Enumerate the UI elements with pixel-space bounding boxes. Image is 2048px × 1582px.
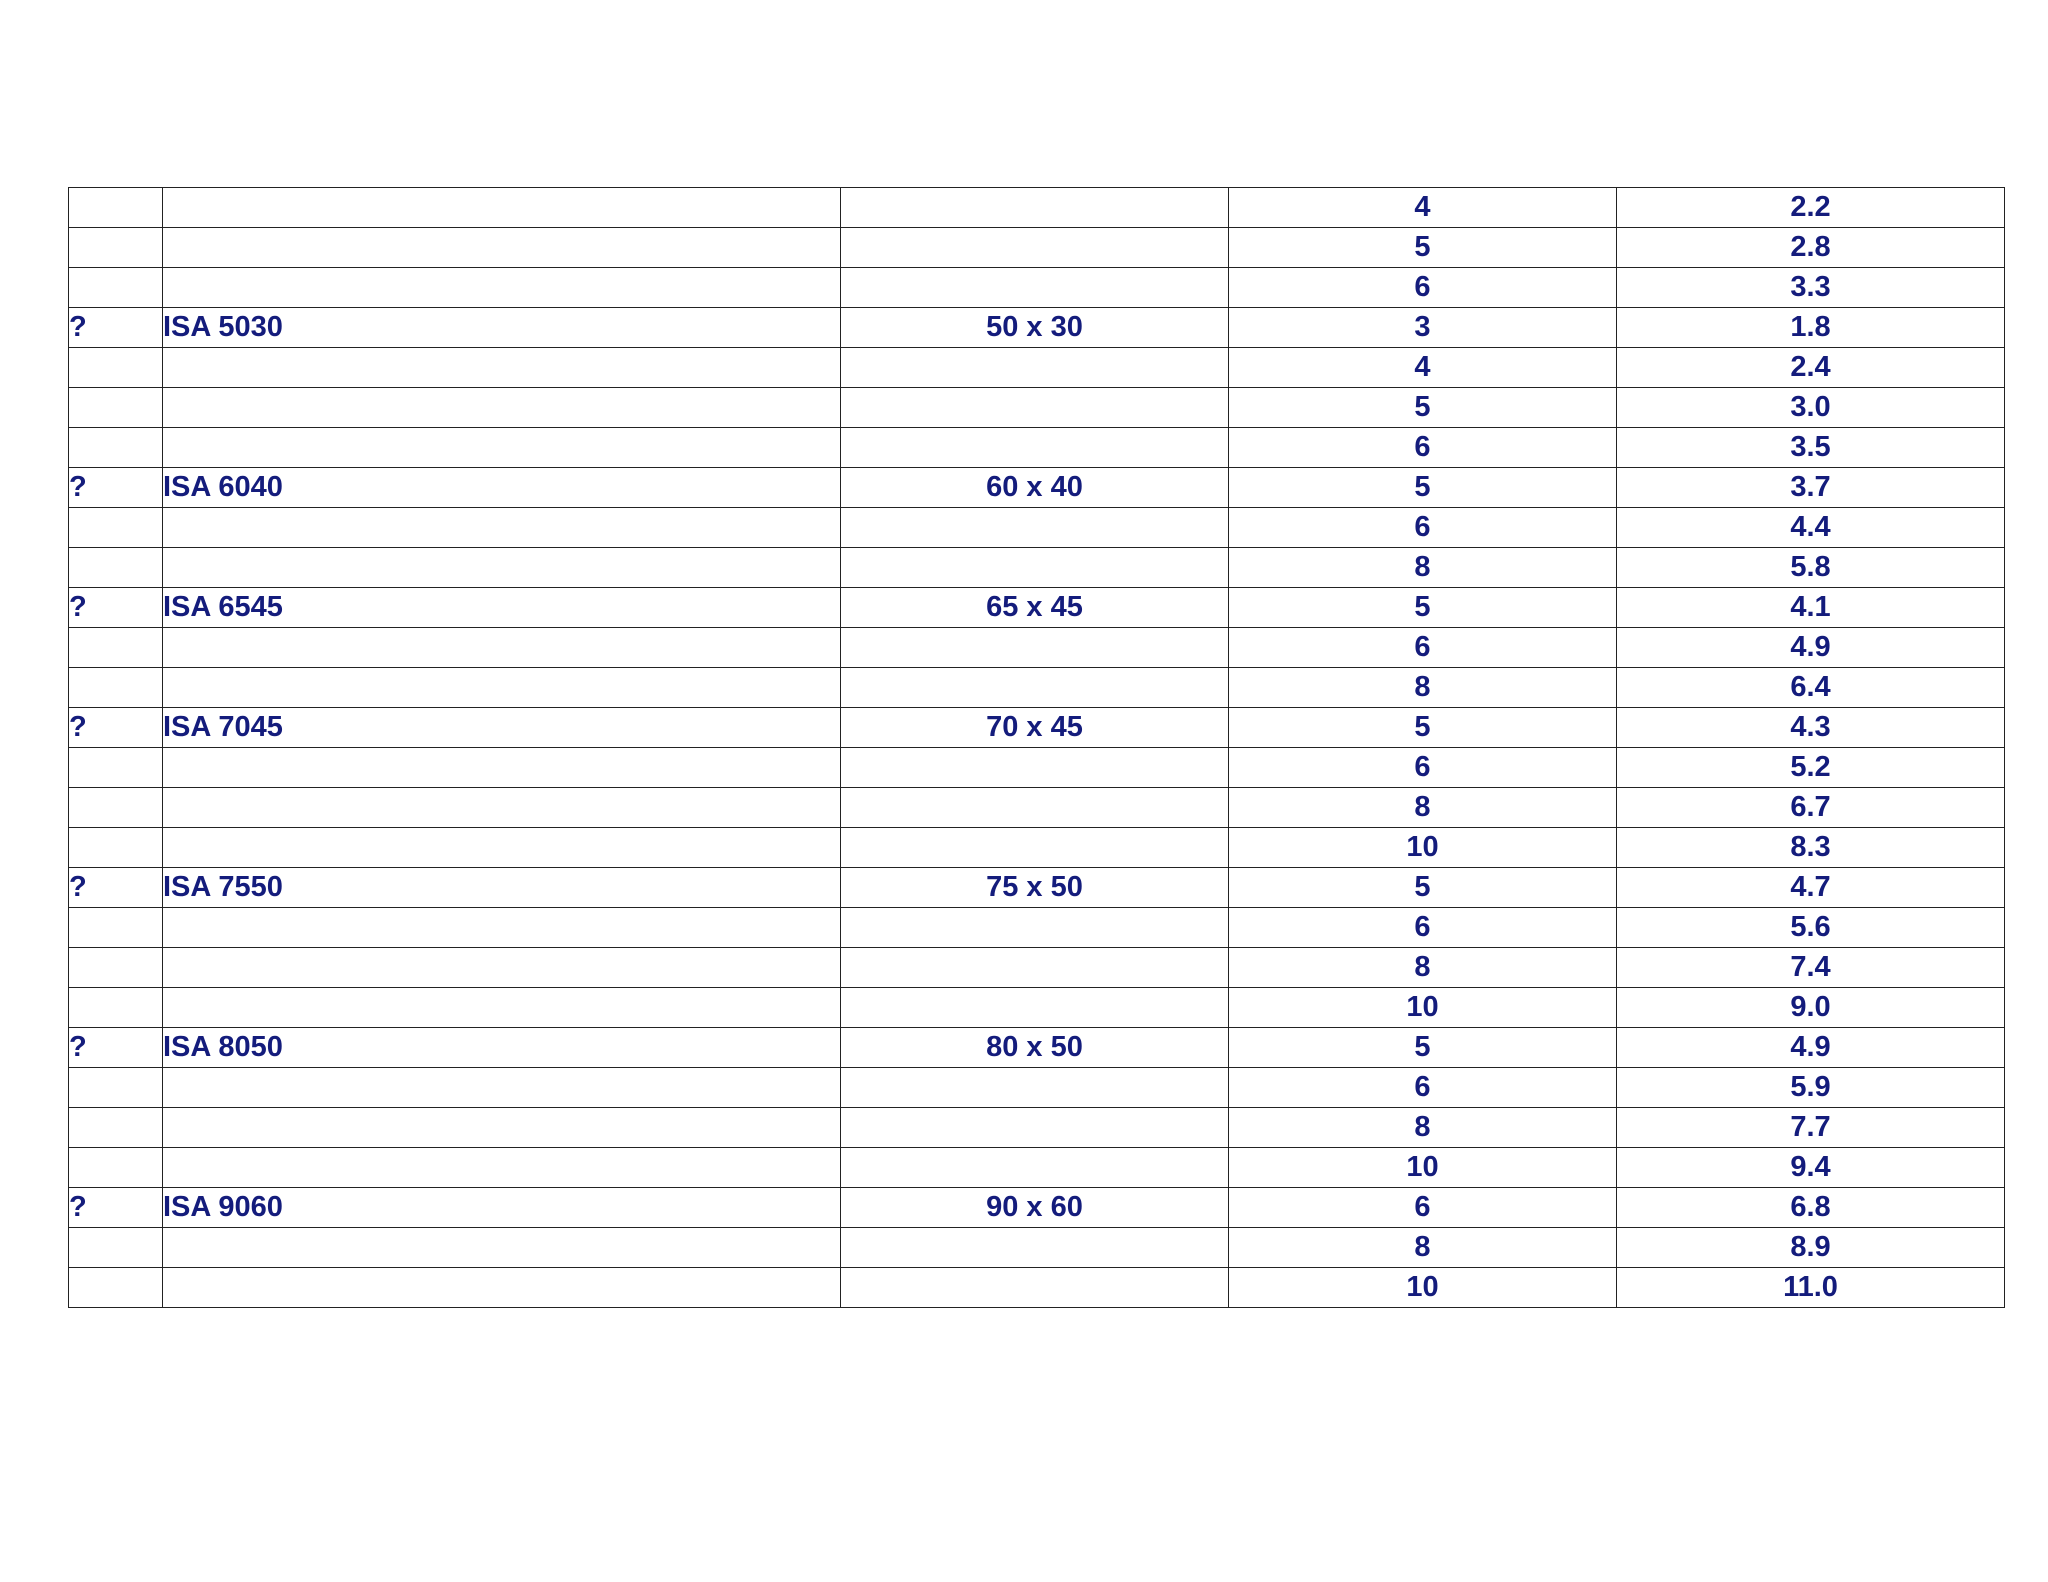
- cell-section-name[interactable]: [163, 428, 841, 468]
- cell-section-name[interactable]: [163, 1068, 841, 1108]
- table-row: [69, 468, 2005, 508]
- cell-thickness[interactable]: 5: [1229, 588, 1617, 628]
- cell-weight[interactable]: 4.1: [1617, 588, 2005, 628]
- cell-size[interactable]: [841, 748, 1229, 788]
- table-row: [69, 588, 2005, 628]
- cell-section-name[interactable]: [163, 1148, 841, 1188]
- cell-marker[interactable]: [69, 1068, 163, 1108]
- cell-thickness[interactable]: 8: [1229, 788, 1617, 828]
- cell-weight[interactable]: 6.4: [1617, 668, 2005, 708]
- cell-size[interactable]: [841, 508, 1229, 548]
- cell-thickness[interactable]: 10: [1229, 988, 1617, 1028]
- cell-section-name[interactable]: [163, 548, 841, 588]
- cell-size[interactable]: 65 x 45: [841, 588, 1229, 628]
- cell-marker[interactable]: [69, 948, 163, 988]
- cell-size[interactable]: 60 x 40: [841, 468, 1229, 508]
- cell-marker[interactable]: ?: [69, 1188, 163, 1228]
- cell-section-name[interactable]: ISA 5030: [163, 308, 841, 348]
- cell-marker[interactable]: ?: [69, 308, 163, 348]
- cell-marker[interactable]: [69, 188, 163, 228]
- table-row: [69, 1148, 2005, 1188]
- angle-section-table: [68, 187, 2005, 1308]
- cell-thickness[interactable]: 4: [1229, 188, 1617, 228]
- cell-size[interactable]: 75 x 50: [841, 868, 1229, 908]
- cell-section-name[interactable]: [163, 828, 841, 868]
- cell-thickness[interactable]: 5: [1229, 868, 1617, 908]
- table-row: [69, 228, 2005, 268]
- table-row: [69, 308, 2005, 348]
- cell-size[interactable]: [841, 1068, 1229, 1108]
- cell-section-name[interactable]: ISA 7550: [163, 868, 841, 908]
- cell-thickness[interactable]: 8: [1229, 548, 1617, 588]
- cell-section-name[interactable]: [163, 268, 841, 308]
- cell-size[interactable]: [841, 828, 1229, 868]
- cell-thickness[interactable]: 8: [1229, 1108, 1617, 1148]
- cell-thickness[interactable]: 6: [1229, 1188, 1617, 1228]
- table-row: [69, 708, 2005, 748]
- table-row: [69, 508, 2005, 548]
- cell-weight[interactable]: 5.8: [1617, 548, 2005, 588]
- cell-section-name[interactable]: [163, 748, 841, 788]
- cell-weight[interactable]: 9.0: [1617, 988, 2005, 1028]
- table-row: [69, 388, 2005, 428]
- cell-weight[interactable]: 4.7: [1617, 868, 2005, 908]
- cell-section-name[interactable]: [163, 388, 841, 428]
- table-row: [69, 1108, 2005, 1148]
- cell-marker[interactable]: [69, 828, 163, 868]
- cell-weight[interactable]: 4.9: [1617, 628, 2005, 668]
- cell-weight[interactable]: 8.9: [1617, 1228, 2005, 1268]
- cell-size[interactable]: [841, 428, 1229, 468]
- cell-size[interactable]: [841, 228, 1229, 268]
- cell-weight[interactable]: 7.7: [1617, 1108, 2005, 1148]
- cell-weight[interactable]: 1.8: [1617, 308, 2005, 348]
- cell-size[interactable]: [841, 548, 1229, 588]
- cell-weight[interactable]: 8.3: [1617, 828, 2005, 868]
- cell-size[interactable]: 70 x 45: [841, 708, 1229, 748]
- cell-marker[interactable]: ?: [69, 588, 163, 628]
- table-row: [69, 1228, 2005, 1268]
- cell-section-name[interactable]: [163, 788, 841, 828]
- cell-thickness[interactable]: 10: [1229, 828, 1617, 868]
- cell-size[interactable]: [841, 788, 1229, 828]
- cell-marker[interactable]: ?: [69, 708, 163, 748]
- cell-weight[interactable]: 4.3: [1617, 708, 2005, 748]
- cell-weight[interactable]: 2.2: [1617, 188, 2005, 228]
- table-row: [69, 1068, 2005, 1108]
- cell-thickness[interactable]: 8: [1229, 1228, 1617, 1268]
- cell-thickness[interactable]: 6: [1229, 268, 1617, 308]
- cell-thickness[interactable]: 8: [1229, 948, 1617, 988]
- cell-section-name[interactable]: [163, 228, 841, 268]
- cell-section-name[interactable]: [163, 1228, 841, 1268]
- cell-size[interactable]: [841, 628, 1229, 668]
- cell-thickness[interactable]: 5: [1229, 708, 1617, 748]
- cell-marker[interactable]: [69, 508, 163, 548]
- cell-section-name[interactable]: ISA 7045: [163, 708, 841, 748]
- cell-weight[interactable]: 5.2: [1617, 748, 2005, 788]
- cell-section-name[interactable]: [163, 988, 841, 1028]
- cell-marker[interactable]: [69, 988, 163, 1028]
- cell-marker[interactable]: [69, 548, 163, 588]
- cell-section-name[interactable]: [163, 668, 841, 708]
- cell-size[interactable]: [841, 668, 1229, 708]
- cell-thickness[interactable]: 5: [1229, 388, 1617, 428]
- cell-size[interactable]: 50 x 30: [841, 308, 1229, 348]
- cell-marker[interactable]: [69, 628, 163, 668]
- cell-thickness[interactable]: 6: [1229, 908, 1617, 948]
- cell-marker[interactable]: [69, 1228, 163, 1268]
- cell-thickness[interactable]: 10: [1229, 1268, 1617, 1308]
- cell-thickness[interactable]: 5: [1229, 1028, 1617, 1068]
- table-row: [69, 908, 2005, 948]
- cell-marker[interactable]: [69, 1108, 163, 1148]
- cell-size[interactable]: [841, 1268, 1229, 1308]
- cell-thickness[interactable]: 6: [1229, 1068, 1617, 1108]
- cell-size[interactable]: 80 x 50: [841, 1028, 1229, 1068]
- cell-weight[interactable]: 3.7: [1617, 468, 2005, 508]
- table-row: [69, 188, 2005, 228]
- cell-section-name[interactable]: ISA 6545: [163, 588, 841, 628]
- cell-marker[interactable]: [69, 788, 163, 828]
- cell-weight[interactable]: 3.0: [1617, 388, 2005, 428]
- cell-section-name[interactable]: [163, 908, 841, 948]
- cell-thickness[interactable]: 6: [1229, 508, 1617, 548]
- cell-marker[interactable]: [69, 428, 163, 468]
- cell-size[interactable]: [841, 948, 1229, 988]
- cell-weight[interactable]: 6.8: [1617, 1188, 2005, 1228]
- cell-weight[interactable]: 2.4: [1617, 348, 2005, 388]
- cell-thickness[interactable]: 8: [1229, 668, 1617, 708]
- table-row: [69, 948, 2005, 988]
- cell-marker[interactable]: [69, 1148, 163, 1188]
- cell-thickness[interactable]: 5: [1229, 228, 1617, 268]
- table-row: [69, 1188, 2005, 1228]
- cell-size[interactable]: [841, 908, 1229, 948]
- cell-marker[interactable]: [69, 748, 163, 788]
- table-row: [69, 548, 2005, 588]
- cell-thickness[interactable]: 10: [1229, 1148, 1617, 1188]
- cell-marker[interactable]: [69, 268, 163, 308]
- table-row: [69, 628, 2005, 668]
- table-row: [69, 268, 2005, 308]
- cell-weight[interactable]: 2.8: [1617, 228, 2005, 268]
- cell-marker[interactable]: [69, 1268, 163, 1308]
- cell-size[interactable]: [841, 1148, 1229, 1188]
- table-row: [69, 828, 2005, 868]
- cell-marker[interactable]: ?: [69, 468, 163, 508]
- cell-section-name[interactable]: [163, 508, 841, 548]
- cell-size[interactable]: 90 x 60: [841, 1188, 1229, 1228]
- cell-marker[interactable]: ?: [69, 868, 163, 908]
- table-row: [69, 748, 2005, 788]
- cell-section-name[interactable]: [163, 628, 841, 668]
- table-body: [69, 188, 2005, 1308]
- cell-thickness[interactable]: 5: [1229, 468, 1617, 508]
- cell-size[interactable]: [841, 348, 1229, 388]
- cell-marker[interactable]: [69, 348, 163, 388]
- cell-size[interactable]: [841, 388, 1229, 428]
- cell-size[interactable]: [841, 988, 1229, 1028]
- table-row: [69, 868, 2005, 908]
- cell-weight[interactable]: 3.3: [1617, 268, 2005, 308]
- table-row: [69, 1268, 2005, 1308]
- cell-weight[interactable]: 3.5: [1617, 428, 2005, 468]
- cell-weight[interactable]: 5.6: [1617, 908, 2005, 948]
- table-row: [69, 1028, 2005, 1068]
- cell-weight[interactable]: 7.4: [1617, 948, 2005, 988]
- cell-weight[interactable]: 4.4: [1617, 508, 2005, 548]
- cell-weight[interactable]: 11.0: [1617, 1268, 2005, 1308]
- cell-section-name[interactable]: ISA 8050: [163, 1028, 841, 1068]
- cell-marker[interactable]: [69, 388, 163, 428]
- spreadsheet-page: [68, 187, 2003, 1308]
- cell-size[interactable]: [841, 268, 1229, 308]
- cell-thickness[interactable]: 6: [1229, 428, 1617, 468]
- cell-marker[interactable]: [69, 228, 163, 268]
- table-row: [69, 428, 2005, 468]
- cell-section-name[interactable]: ISA 6040: [163, 468, 841, 508]
- cell-size[interactable]: [841, 1228, 1229, 1268]
- cell-section-name[interactable]: [163, 348, 841, 388]
- cell-weight[interactable]: 6.7: [1617, 788, 2005, 828]
- cell-thickness[interactable]: 6: [1229, 748, 1617, 788]
- table-row: [69, 788, 2005, 828]
- cell-thickness[interactable]: 4: [1229, 348, 1617, 388]
- table-row: [69, 668, 2005, 708]
- cell-marker[interactable]: [69, 908, 163, 948]
- cell-section-name[interactable]: [163, 1268, 841, 1308]
- table-row: [69, 988, 2005, 1028]
- cell-marker[interactable]: [69, 668, 163, 708]
- cell-weight[interactable]: 9.4: [1617, 1148, 2005, 1188]
- cell-thickness[interactable]: 3: [1229, 308, 1617, 348]
- table-row: [69, 348, 2005, 388]
- cell-size[interactable]: [841, 1108, 1229, 1148]
- cell-section-name[interactable]: ISA 9060: [163, 1188, 841, 1228]
- cell-section-name[interactable]: [163, 1108, 841, 1148]
- cell-section-name[interactable]: [163, 188, 841, 228]
- cell-section-name[interactable]: [163, 948, 841, 988]
- cell-weight[interactable]: 4.9: [1617, 1028, 2005, 1068]
- cell-weight[interactable]: 5.9: [1617, 1068, 2005, 1108]
- cell-thickness[interactable]: 6: [1229, 628, 1617, 668]
- cell-marker[interactable]: ?: [69, 1028, 163, 1068]
- cell-size[interactable]: [841, 188, 1229, 228]
